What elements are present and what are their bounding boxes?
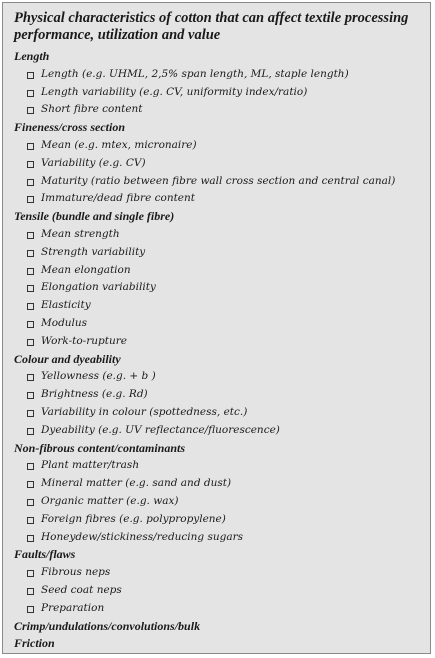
section: [14, 546, 422, 617]
list-item-text: Honeydew/stickiness/reducing sugars: [41, 530, 244, 543]
square-bullet-icon: [27, 428, 34, 435]
list-item-text: Variability in colour (spottedness, etc.): [41, 405, 248, 418]
list-item: [14, 155, 422, 173]
list-item: [14, 279, 422, 297]
square-bullet-icon: [27, 588, 34, 595]
list-item: [14, 582, 422, 600]
square-bullet-icon: [27, 535, 34, 542]
section-heading: Colour and dyeability: [14, 351, 121, 366]
section-heading: Tensile (bundle and single fibre): [14, 209, 175, 224]
item-list: [14, 66, 422, 119]
list-item-text: Brightness (e.g. Rd): [41, 388, 148, 401]
square-bullet-icon: [27, 161, 34, 168]
square-bullet-icon: [27, 250, 34, 257]
list-item-text: Short fibre content: [41, 103, 143, 116]
list-item: [14, 226, 422, 244]
section: [14, 440, 422, 547]
square-bullet-icon: [27, 570, 34, 577]
item-list: [14, 226, 422, 351]
section: [14, 208, 422, 350]
section: [14, 351, 422, 440]
list-item: [14, 368, 422, 386]
square-bullet-icon: [27, 606, 34, 613]
square-bullet-icon: [27, 143, 34, 150]
list-item-text: Mineral matter (e.g. sand and dust): [41, 477, 232, 490]
list-item: [14, 173, 422, 191]
square-bullet-icon: [27, 339, 34, 346]
square-bullet-icon: [27, 196, 34, 203]
list-item: [14, 244, 422, 262]
square-bullet-icon: [27, 107, 34, 114]
section: [14, 48, 422, 119]
list-item-text: Elasticity: [41, 299, 91, 312]
square-bullet-icon: [27, 179, 34, 186]
list-item-text: Plant matter/trash: [41, 459, 140, 472]
square-bullet-icon: [27, 90, 34, 97]
list-item-text: Immature/dead fibre content: [41, 192, 196, 205]
list-item: [14, 386, 422, 404]
characteristics-box: [2, 2, 431, 654]
list-item-text: Length variability (e.g. CV, uniformity index/ratio): [41, 85, 308, 98]
list-item-text: Length (e.g. UHML, 2,5% span length, ML, staple length): [41, 67, 349, 80]
list-item-text: Seed coat neps: [41, 583, 122, 596]
list-item: [14, 101, 422, 119]
list-item-text: Variability (e.g. CV): [41, 156, 146, 169]
list-item-text: Dyeability (e.g. UV reflectance/fluorescence): [41, 423, 280, 436]
list-item-text: Maturity (ratio between fibre wall cross section and central canal): [41, 174, 396, 187]
list-item-text: Organic matter (e.g. wax): [41, 494, 179, 507]
list-item: [14, 493, 422, 511]
list-item-text: Modulus: [41, 316, 88, 329]
list-item: [14, 262, 422, 280]
list-item: [14, 457, 422, 475]
square-bullet-icon: [27, 303, 34, 310]
list-item: [14, 66, 422, 84]
list-item: [14, 511, 422, 529]
section-heading: Friction: [14, 636, 55, 651]
list-item: [14, 333, 422, 351]
square-bullet-icon: [27, 232, 34, 239]
list-item-text: Fibrous neps: [41, 566, 111, 579]
square-bullet-icon: [27, 72, 34, 79]
square-bullet-icon: [27, 410, 34, 417]
square-bullet-icon: [27, 481, 34, 488]
list-item: [14, 600, 422, 618]
list-item: [14, 404, 422, 422]
list-item: [14, 422, 422, 440]
square-bullet-icon: [27, 321, 34, 328]
section: [14, 635, 422, 653]
section-heading: Faults/flaws: [14, 547, 76, 562]
square-bullet-icon: [27, 268, 34, 275]
list-item: [14, 529, 422, 547]
list-item-text: Elongation variability: [41, 281, 156, 294]
list-item-text: Work-to-rupture: [41, 334, 127, 347]
list-item: [14, 137, 422, 155]
list-item-text: Strength variability: [41, 245, 146, 258]
list-item: [14, 315, 422, 333]
list-item: [14, 297, 422, 315]
list-item: [14, 475, 422, 493]
item-list: [14, 137, 422, 208]
list-item: [14, 564, 422, 582]
sections-list: [14, 48, 422, 653]
item-list: [14, 457, 422, 546]
square-bullet-icon: [27, 517, 34, 524]
square-bullet-icon: [27, 463, 34, 470]
section: [14, 618, 422, 636]
section-heading: Fineness/cross section: [14, 120, 126, 135]
list-item-text: Preparation: [41, 601, 105, 614]
list-item-text: Mean strength: [41, 227, 120, 240]
list-item-text: Mean elongation: [41, 263, 131, 276]
list-item-text: Foreign fibres (e.g. polypropylene): [41, 512, 226, 525]
list-item: [14, 84, 422, 102]
square-bullet-icon: [27, 499, 34, 506]
item-list: [14, 368, 422, 439]
square-bullet-icon: [27, 374, 34, 381]
box-title: Physical characteristics of cotton that can affect textile processing performance, utilization and value: [14, 10, 409, 43]
section-heading: Crimp/undulations/convolutions/bulk: [14, 618, 201, 633]
list-item: [14, 190, 422, 208]
square-bullet-icon: [27, 392, 34, 399]
list-item-text: Mean (e.g. mtex, micronaire): [41, 138, 197, 151]
square-bullet-icon: [27, 285, 34, 292]
section-heading: Length: [14, 49, 50, 63]
section: [14, 119, 422, 208]
list-item-text: Yellowness (e.g. + b ): [41, 370, 156, 383]
item-list: [14, 564, 422, 617]
section-heading: Non-fibrous content/contaminants: [14, 440, 186, 455]
